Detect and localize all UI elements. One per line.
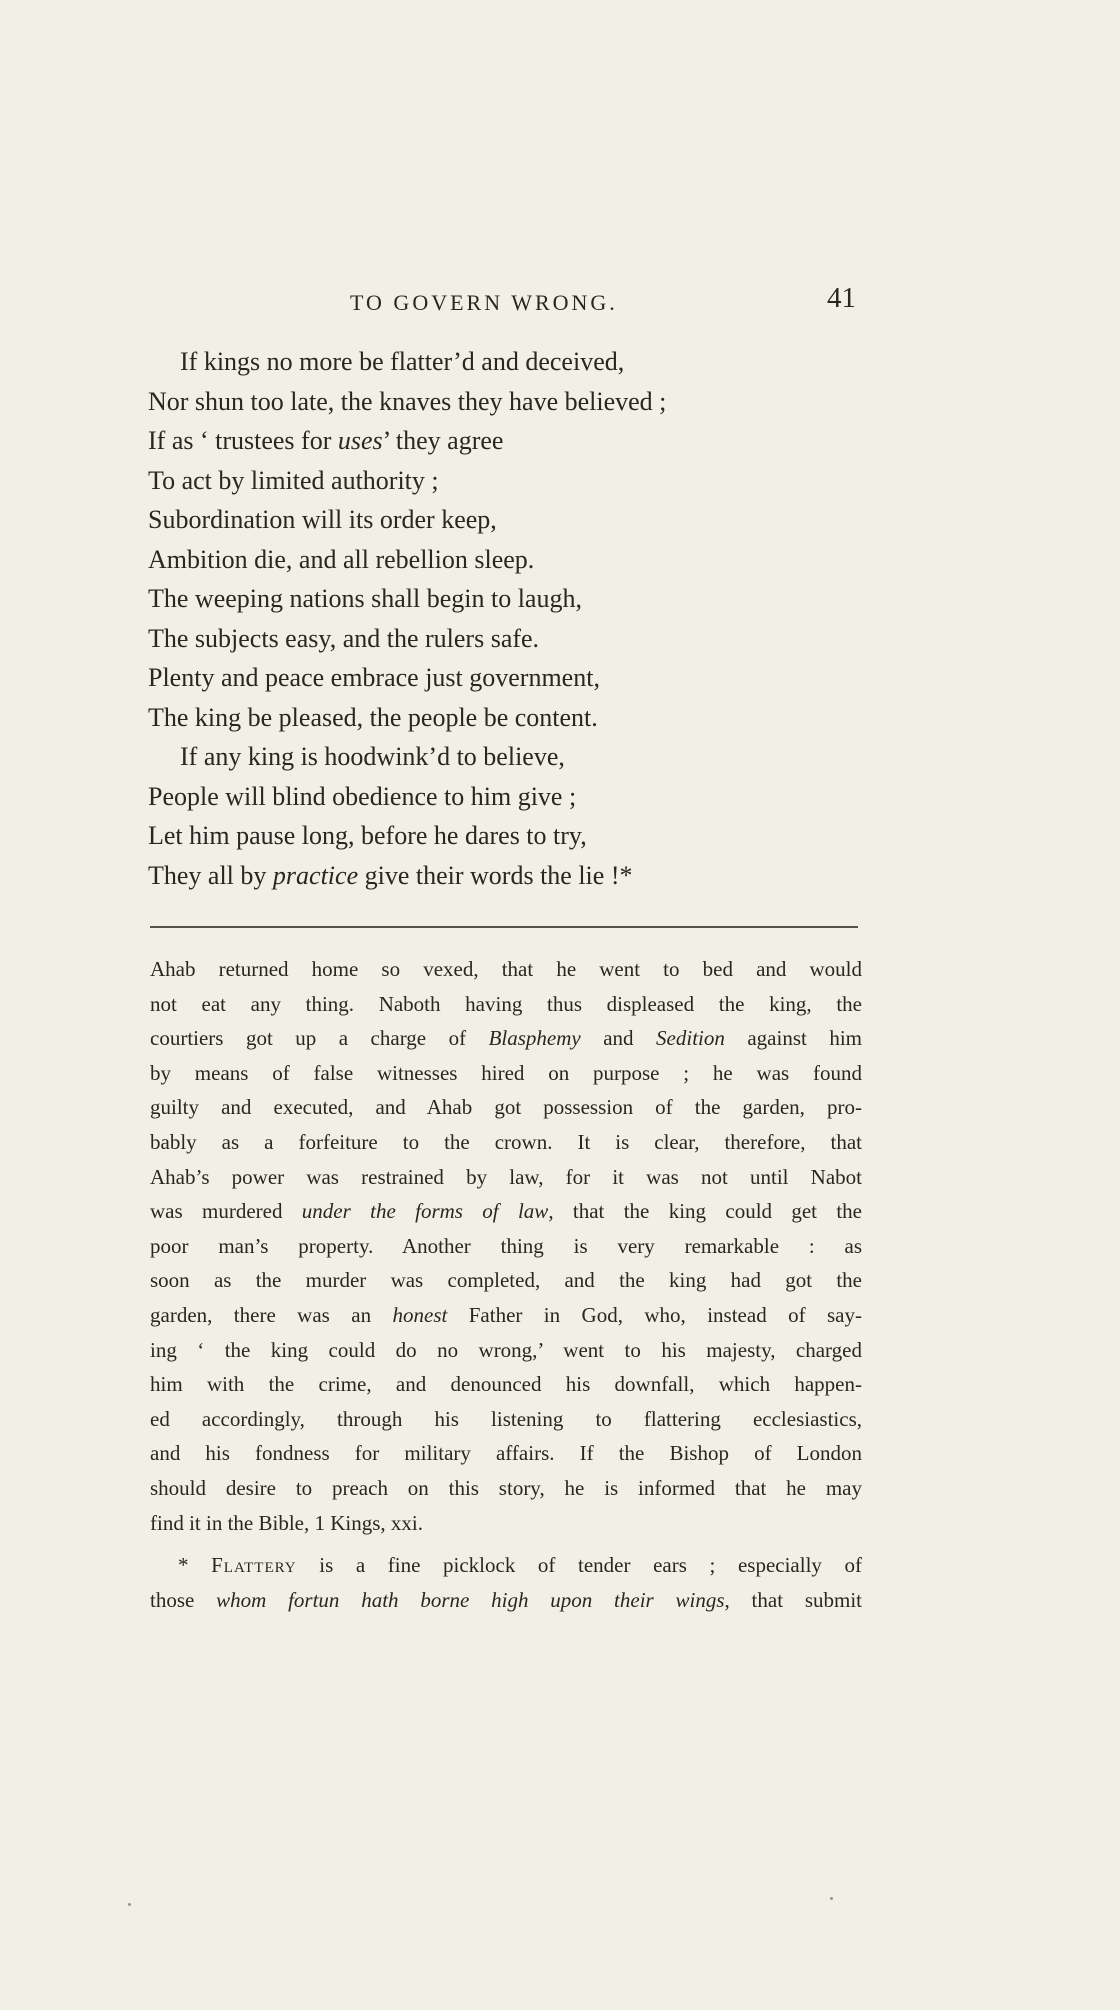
paper-speck (830, 1897, 833, 1900)
footnotes (150, 952, 862, 1617)
poem-line: To act by limited authority ; (148, 465, 439, 495)
footnote-divider (150, 926, 858, 928)
footnote-flattery-line: * Flattery is a fine picklock of tender ears ; especially of (178, 1553, 863, 1578)
poem-line: If kings no more be flatter’d and deceived, (180, 347, 625, 376)
footnote-ahab (150, 952, 862, 1540)
poem-line: If any king is hoodwink’d to believe, (180, 742, 565, 771)
footnote-line: him with the crime, and denounced his downfall, which happen- (150, 1372, 862, 1397)
paper-speck (128, 1903, 131, 1906)
poem (148, 342, 868, 895)
footnote-line: ing ‘ the king could do no wrong,’ went to his majesty, charged (150, 1337, 862, 1362)
footnote-line: and his fondness for military affairs. If the Bishop of London (150, 1441, 862, 1466)
footnote-line: bably as a forfeiture to the crown. It is clear, therefore, that (150, 1129, 862, 1154)
footnote-line: guilty and executed, and Ahab got possession of the garden, pro- (150, 1095, 862, 1120)
poem-line: If as ‘ trustees for uses’ they agree (148, 426, 504, 455)
poem-line: The king be pleased, the people be content. (148, 702, 598, 732)
footnote-flattery (150, 1548, 862, 1617)
poem-line: The subjects easy, and the rulers safe. (148, 623, 540, 653)
running-title: TO GOVERN WRONG. (350, 290, 618, 315)
poem-line: People will blind obedience to him give ; (148, 781, 577, 811)
poem-line: Let him pause long, before he dares to try, (148, 821, 587, 850)
footnote-line: should desire to preach on this story, he is informed that he may (150, 1475, 862, 1500)
page-number: 41 (827, 282, 856, 314)
poem-line: Nor shun too late, the knaves they have believed ; (148, 386, 667, 416)
poem-line: Ambition die, and all rebellion sleep. (148, 544, 535, 574)
poem-line: Plenty and peace embrace just government, (148, 663, 600, 692)
footnote-line: courtiers got up a charge of Blasphemy and Sedition against him (150, 1026, 862, 1051)
footnote-line: Ahab’s power was restrained by law, for it was not until Nabot (150, 1164, 862, 1189)
poem-line: Subordination will its order keep, (148, 505, 497, 534)
footnote-line: soon as the murder was completed, and the king had got the (150, 1268, 862, 1293)
footnote-line: not eat any thing. Naboth having thus displeased the king, the (150, 991, 862, 1016)
footnote-line: Ahab returned home so vexed, that he went to bed and would (150, 957, 862, 981)
poem-line: They all by practice give their words the lie !* (148, 860, 633, 890)
footnote-line: by means of false witnesses hired on purpose ; he was found (150, 1060, 862, 1085)
footnote-line: poor man’s property. Another thing is very remarkable : as (150, 1233, 862, 1258)
running-head (150, 282, 858, 322)
footnote-line: garden, there was an honest Father in God, who, instead of say- (150, 1302, 862, 1327)
footnote-line: find it in the Bible, 1 Kings, xxi. (150, 1510, 423, 1535)
poem-line: The weeping nations shall begin to laugh, (148, 584, 582, 613)
footnote-line: ed accordingly, through his listening to flattering ecclesiastics, (150, 1406, 862, 1431)
footnote-line: was murdered under the forms of law, that the king could get the (150, 1199, 863, 1224)
footnote-flattery-line: those whom fortun hath borne high upon their wings, that submit (150, 1587, 862, 1612)
